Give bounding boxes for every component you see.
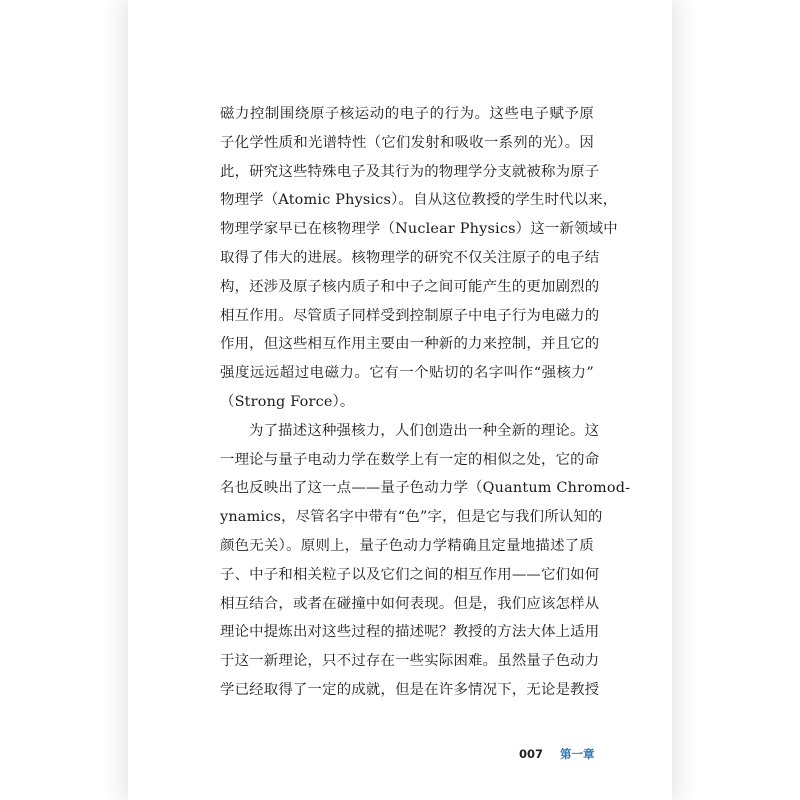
text-line: 于这一新理论，只不过存在一些实际困难。虽然量子色动力 [220,653,600,670]
text-line: 作用，但这些相互作用主要由一种新的力来控制，并且它的 [220,336,600,353]
chapter-label: 第一章 [560,747,595,761]
text-line: 相互结合，或者在碰撞中如何表现。但是，我们应该怎样从 [220,595,600,612]
text-line: 构，还涉及原子核内质子和中子之间可能产生的更加剧烈的 [220,278,600,295]
text-line: 相互作用。尽管质子同样受到控制原子中电子行为电磁力的 [220,307,600,324]
body-text [220,100,631,705]
text-line: 取得了伟大的进展。核物理学的研究不仅关注原子的电子结 [220,249,600,266]
text-line: 颜色无关）。原则上，量子色动力学精确且定量地描述了质 [220,537,594,554]
text-line: 学已经取得了一定的成就，但是在许多情况下，无论是教授 [220,681,600,698]
text-line: 名也反映出了这一点——量子色动力学（Quantum Chromod- [220,480,631,497]
text-line: 此，研究这些特殊电子及其行为的物理学分支就被称为原子 [220,163,600,180]
text-line: ynamics，尽管名字中带有“色”字，但是它与我们所认知的 [220,509,603,526]
paragraph-end-line: （Strong Force）。 [220,393,355,410]
text-line: 子化学性质和光谱特性（它们发射和吸收一系列的光）。因 [220,134,594,151]
text-line: 物理学家早已在核物理学（Nuclear Physics）这一新领域中 [220,221,618,238]
text-line: 强度远远超过电磁力。它有一个贴切的名字叫作“强核力” [220,365,594,382]
text-line: 一理论与量子电动力学在数学上有一定的相似之处，它的命 [220,451,600,468]
paragraph-start-line: 为了描述这种强核力，人们创造出一种全新的理论。这 [249,422,600,439]
text-line: 理论中提炼出对这些过程的描述呢？教授的方法大体上适用 [220,624,600,641]
text-line: 子、中子和相关粒子以及它们之间的相互作用——它们如何 [220,566,600,583]
text-line: 磁力控制围绕原子核运动的电子的行为。这些电子赋予原 [220,106,594,122]
page-number: 007 [519,747,544,761]
text-line: 物理学（Atomic Physics）。自从这位教授的学生时代以来， [220,192,618,209]
